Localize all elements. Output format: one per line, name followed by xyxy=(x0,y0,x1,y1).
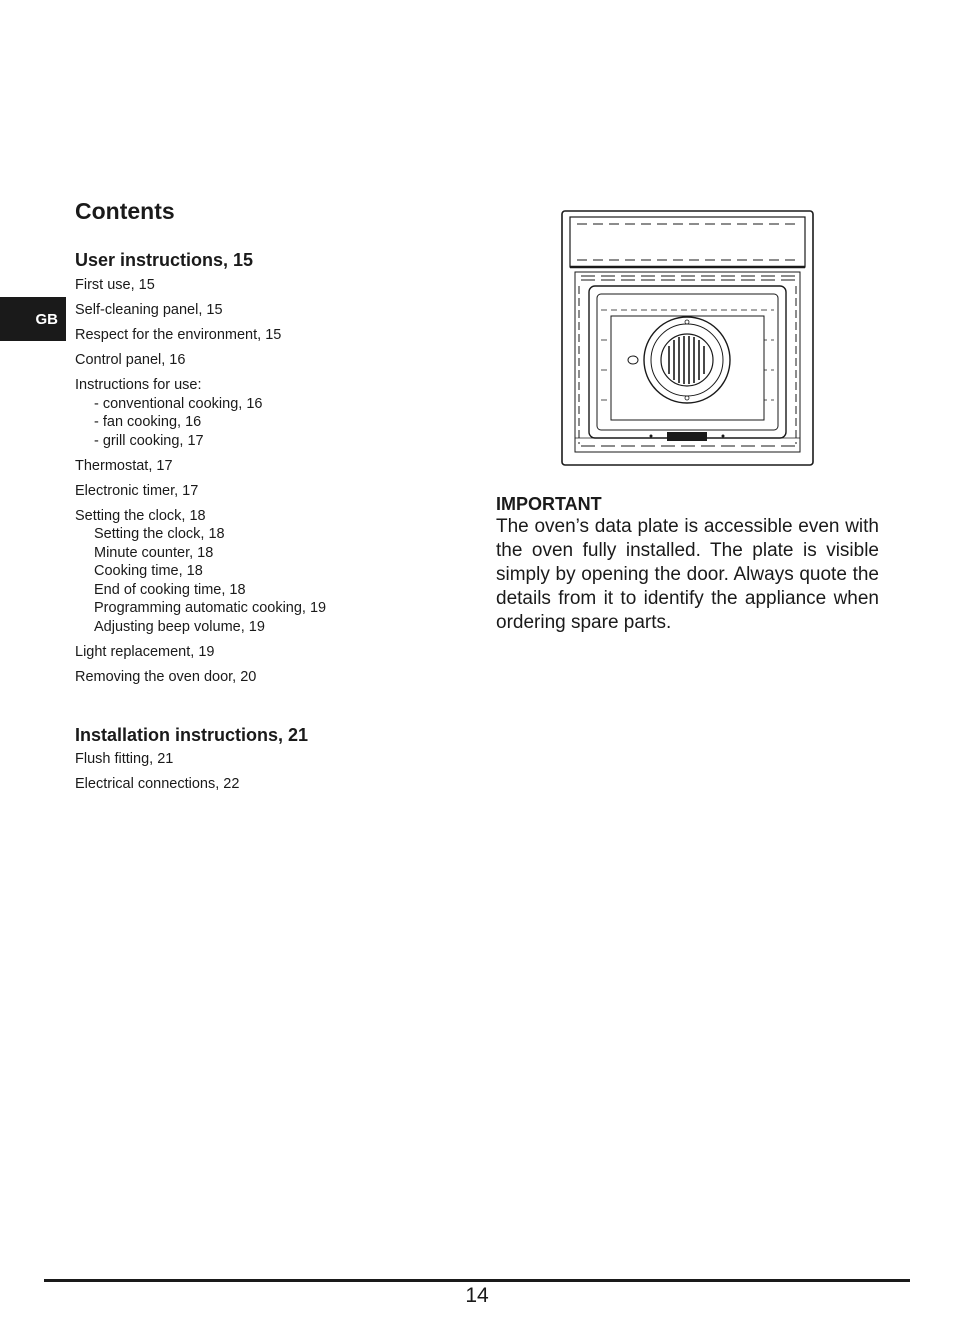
page-number: 14 xyxy=(465,1284,489,1307)
toc-item: Electrical connections, 22 xyxy=(75,776,240,793)
oven-illustration xyxy=(561,210,814,466)
toc-item: Thermostat, 17 xyxy=(75,457,173,474)
toc-item: Self-cleaning panel, 15 xyxy=(75,302,223,319)
toc-subitem: - grill cooking, 17 xyxy=(94,432,204,449)
toc-section-installation xyxy=(75,725,475,794)
toc-list-user xyxy=(75,276,475,686)
section-heading-installation: Installation instructions, 21 xyxy=(75,724,309,745)
toc-item: Electronic timer, 17 xyxy=(75,482,199,499)
toc-subitem: End of cooking time, 18 xyxy=(94,581,246,598)
toc-item: Instructions for use: - conventional cooking, 16 - fan cooking, 16 - grill cooking, 17 xyxy=(75,376,475,450)
contents-column xyxy=(75,198,475,800)
footer-rule xyxy=(44,1279,910,1282)
toc-item: Control panel, 16 xyxy=(75,352,186,369)
toc-item: Flush fitting, 21 xyxy=(75,751,174,768)
toc-sublist xyxy=(75,395,475,451)
toc-subitem: - conventional cooking, 16 xyxy=(94,395,263,412)
toc-item: Setting the clock, 18 Setting the clock, 18 Minute counter, 18 Cooking time, 18 End of cooking time, 18 Programming automatic cooking, 19 Adjusting beep volume, 19 xyxy=(75,507,475,637)
toc-section-user xyxy=(75,250,475,686)
toc-subitem: Setting the clock, 18 xyxy=(94,526,225,543)
important-note xyxy=(496,493,879,635)
toc-subitem: Adjusting beep volume, 19 xyxy=(94,618,265,635)
toc-item: First use, 15 xyxy=(75,277,155,294)
contents-title: Contents xyxy=(75,198,175,224)
section-heading-user: User instructions, 15 xyxy=(75,250,254,271)
toc-subitem: Minute counter, 18 xyxy=(94,544,214,561)
important-text: The oven’s data plate is accessible even with the oven fully installed. The plate is visible simply by opening the door. Always quote the details from it to identify the appliance when ordering spare parts. xyxy=(496,516,879,633)
toc-subitem: Programming automatic cooking, 19 xyxy=(94,600,327,617)
language-tab: GB xyxy=(0,297,66,341)
important-title: IMPORTANT xyxy=(496,494,602,514)
toc-subitem: Cooking time, 18 xyxy=(94,563,203,580)
toc-sublist xyxy=(75,525,475,636)
toc-item: Removing the oven door, 20 xyxy=(75,668,257,685)
toc-list-installation xyxy=(75,750,475,794)
toc-subitem: - fan cooking, 16 xyxy=(94,414,202,431)
toc-item: Light replacement, 19 xyxy=(75,643,215,660)
toc-item: Respect for the environment, 15 xyxy=(75,327,282,344)
